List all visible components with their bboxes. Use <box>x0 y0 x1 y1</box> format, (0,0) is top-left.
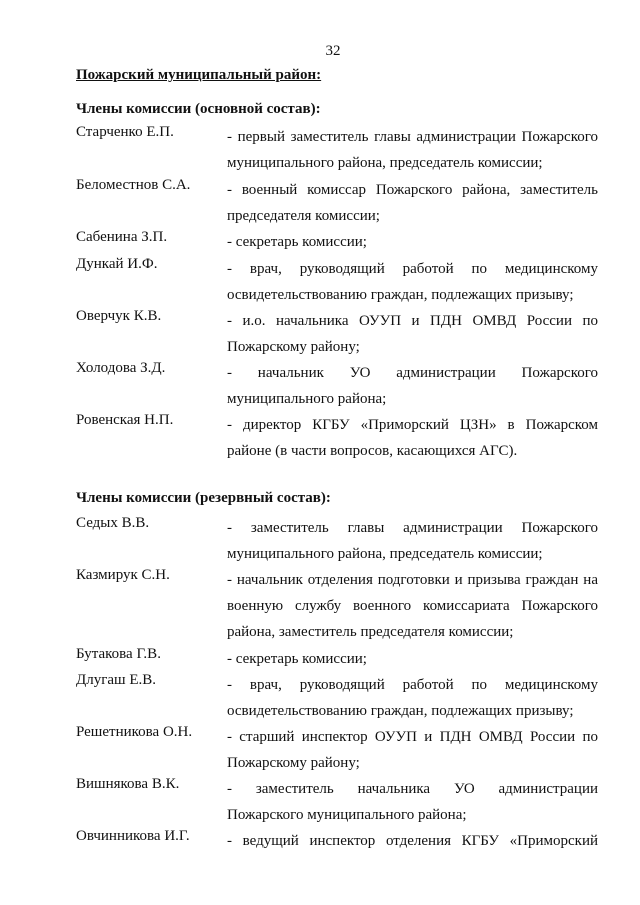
member-role <box>227 828 598 854</box>
member-role <box>227 229 598 255</box>
role-line: - заместитель главы администрации Пожарского <box>227 520 598 536</box>
role-line: военную службу военного комиссариата Пожарского <box>227 598 598 614</box>
member-role <box>227 672 598 724</box>
main-composition-title: Члены комиссии (основной состав): <box>76 101 321 117</box>
member-role <box>227 412 598 464</box>
role-line: - первый заместитель главы администрации Пожарского <box>227 129 598 145</box>
member-name: Холодова З.Д. <box>76 360 166 376</box>
member-role <box>227 256 598 308</box>
member-role <box>227 308 598 360</box>
role-line: районе (в части вопросов, касающихся АГС). <box>227 443 518 459</box>
role-line: освидетельствованию граждан, подлежащих призыву; <box>227 703 574 719</box>
district-title: Пожарский муниципальный район: <box>76 67 322 83</box>
member-name: Сабенина З.П. <box>76 229 168 245</box>
role-line: муниципального района; <box>227 391 387 407</box>
role-line: - заместитель начальника УО администрации <box>227 781 598 797</box>
member-role <box>227 177 598 229</box>
member-name: Бутакова Г.В. <box>76 646 161 662</box>
member-name: Беломестнов С.А. <box>76 177 191 193</box>
role-line: - секретарь комиссии; <box>227 234 367 250</box>
role-line: освидетельствованию граждан, подлежащих призыву; <box>227 287 574 303</box>
member-name: Ровенская Н.П. <box>76 412 174 428</box>
role-line: Пожарскому району; <box>227 755 360 771</box>
role-line: - врач, руководящий работой по медицинскому <box>227 261 598 277</box>
member-role <box>227 360 598 412</box>
member-name: Дункай И.Ф. <box>76 256 158 272</box>
role-line: муниципального района, председатель комиссии; <box>227 155 543 171</box>
role-line: района, заместитель председателя комиссии; <box>227 624 514 640</box>
member-name: Старченко Е.П. <box>76 124 174 140</box>
role-line: - врач, руководящий работой по медицинскому <box>227 677 598 693</box>
role-line: - военный комиссар Пожарского района, заместитель <box>227 182 598 198</box>
role-line: - секретарь комиссии; <box>227 651 367 667</box>
role-line: - и.о. начальника ОУУП и ПДН ОМВД России по <box>227 313 598 329</box>
member-name: Решетникова О.Н. <box>76 724 193 740</box>
member-name: Длугаш Е.В. <box>76 672 156 688</box>
member-role <box>227 515 598 567</box>
member-name: Овчинникова И.Г. <box>76 828 190 844</box>
role-line: председателя комиссии; <box>227 208 380 224</box>
page-number: 32 <box>325 43 341 59</box>
member-role <box>227 567 598 645</box>
reserve-composition-title: Члены комиссии (резервный состав): <box>76 490 331 506</box>
member-role <box>227 724 598 776</box>
member-name: Казмирук С.Н. <box>76 567 170 583</box>
member-name: Седых В.В. <box>76 515 150 531</box>
role-line: Пожарскому району; <box>227 339 360 355</box>
role-line: муниципального района, председатель комиссии; <box>227 546 543 562</box>
role-line: - начальник отделения подготовки и призыва граждан на <box>227 572 598 588</box>
member-name: Вишнякова В.К. <box>76 776 180 792</box>
role-line: - ведущий инспектор отделения КГБУ «Приморский <box>227 833 598 849</box>
member-role <box>227 776 598 828</box>
role-line: - начальник УО администрации Пожарского <box>227 365 598 381</box>
member-role <box>227 124 598 176</box>
role-line: - директор КГБУ «Приморский ЦЗН» в Пожарском <box>227 417 598 433</box>
member-name: Оверчук К.В. <box>76 308 162 324</box>
member-role <box>227 646 598 672</box>
role-line: Пожарского муниципального района; <box>227 807 467 823</box>
role-line: - старший инспектор ОУУП и ПДН ОМВД России по <box>227 729 598 745</box>
